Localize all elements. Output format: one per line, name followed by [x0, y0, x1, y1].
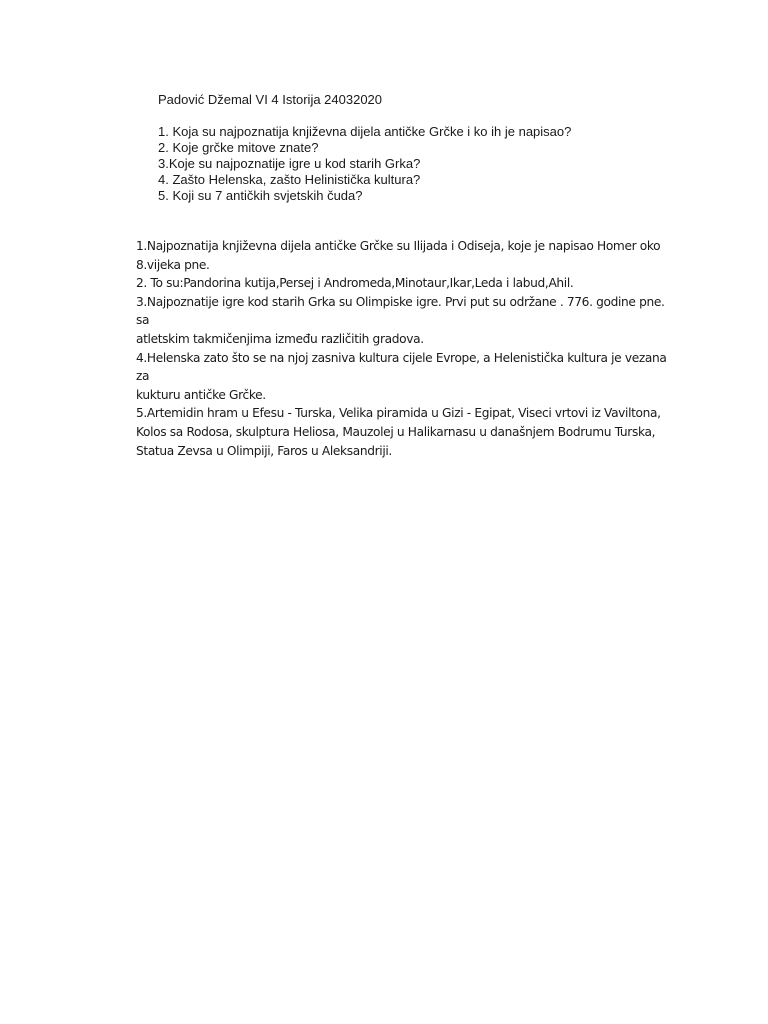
answer-list [136, 237, 676, 460]
answer-item: 1.Najpoznatija književna dijela antičke Grčke su Ilijada i Odiseja, koje je napisao Homer oko 8.vijeka pne. [136, 239, 661, 272]
answer-item: 4.Helenska zato što se na njoj zasniva kultura cijele Evrope, a Helenistička kultura je vezana za kukturu antičke Grčke. [136, 350, 667, 402]
question-item: 1. Koja su najpoznatija književna dijela antičke Grčke i ko ih je napisao? [158, 124, 572, 139]
answer-item: 2. To su:Pandorina kutija,Persej i Andromeda,Minotaur,Ikar,Leda i labud,Ahil. [136, 276, 574, 291]
question-item: 3.Koje su najpoznatije igre u kod starih Grka? [158, 156, 421, 171]
answer-item: 3.Najpoznatije igre kod starih Grka su Olimpiske igre. Prvi put su održane . 776. godine pne. sa atletskim takmičenjima između različitih gradova. [136, 294, 665, 346]
document-header: Padović Džemal VI 4 Istorija 24032020 [158, 92, 383, 107]
question-item: 2. Koje grčke mitove znate? [158, 140, 319, 155]
question-list [158, 124, 571, 204]
question-item: 5. Koji su 7 antičkih svjetskih čuda? [158, 188, 363, 203]
answer-item: 5.Artemidin hram u Efesu - Turska, Velika piramida u Gizi - Egipat, Viseci vrtovi iz Vaviltona, Kolos sa Rodosa, skulptura Heliosa, Mauzolej u Halikarnasu u današnjem Bodrumu Turska, Statua Zevsa u Olimpiji, Faros u Aleksandriji. [136, 406, 661, 458]
question-item: 4. Zašto Helenska, zašto Helinistička kultura? [158, 172, 421, 187]
